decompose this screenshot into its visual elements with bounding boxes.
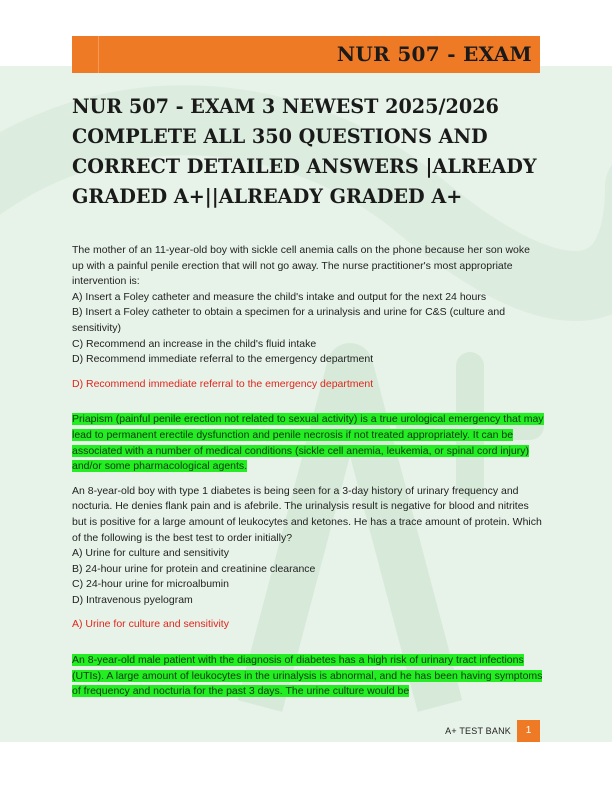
header-bar — [72, 36, 540, 73]
question-stem: An 8-year-old boy with type 1 diabetes is being seen for a 3-day history of urinary frequency and nocturia. He denies flank pain and is afebrile. The urinalysis result is negative for blood and nitrites but is positive for a large amount of leukocytes and ketones. He has a trace amount of protein. Which of the following is the best test to order initially? — [72, 484, 542, 544]
answer-option: A) Urine for culture and sensitivity — [72, 547, 229, 560]
header-stripe — [72, 36, 99, 73]
document-body — [72, 243, 544, 700]
answer-option: B) 24-hour urine for protein and creatinine clearance — [72, 562, 316, 575]
correct-answer: A) Urine for culture and sensitivity — [72, 618, 229, 631]
answer-option: B) Insert a Foley catheter to obtain a specimen for a urinalysis and urine for C&S (culture and sensitivity) — [72, 306, 506, 334]
page-number: 1 — [517, 720, 540, 742]
question-stem: The mother of an 11-year-old boy with sickle cell anemia calls on the phone because her son woke up with a painful penile erection that will not go away. The nurse practitioner's most appropriate intervention is: — [72, 244, 530, 288]
rationale-text: Priapism (painful penile erection not related to sexual activity) is a true urological emergency that may lead to permanent erectile dysfunction and penile necrosis if not treated appropriately. It can be associated with a number of medical conditions (sickle cell anemia, leukemia, or spinal cord injury) and/or some pharmacological agents. — [72, 413, 544, 473]
rationale-text: An 8-year-old male patient with the diagnosis of diabetes has a high risk of urinary tract infections (UTIs). A large amount of leukocytes in the urinalysis is abnormal, and he has been having symptoms of frequency and nocturia for the past 3 days. The urine culture would be — [72, 654, 543, 698]
question-block — [72, 243, 544, 475]
question-block — [72, 484, 544, 700]
rationale — [72, 653, 544, 700]
answer-option: D) Recommend immediate referral to the emergency department — [72, 353, 374, 366]
document-title: NUR 507 - EXAM 3 NEWEST 2025/2026 COMPLETE ALL 350 QUESTIONS AND CORRECT DETAILED ANSWERS |ALREADY GRADED A+||ALREADY GRADED A+ — [72, 95, 537, 208]
answer-option: A) Insert a Foley catheter and measure the child's intake and output for the next 24 hours — [72, 290, 487, 303]
footer-label: A+ TEST BANK — [445, 726, 511, 736]
rationale — [72, 412, 544, 474]
header-title: NUR 507 - EXAM — [336, 42, 532, 66]
answer-option: C) 24-hour urine for microalbumin — [72, 578, 229, 591]
answer-option: C) Recommend an increase in the child's fluid intake — [72, 337, 317, 350]
answer-option: D) Intravenous pyelogram — [72, 593, 193, 606]
correct-answer: D) Recommend immediate referral to the emergency department — [72, 377, 374, 390]
